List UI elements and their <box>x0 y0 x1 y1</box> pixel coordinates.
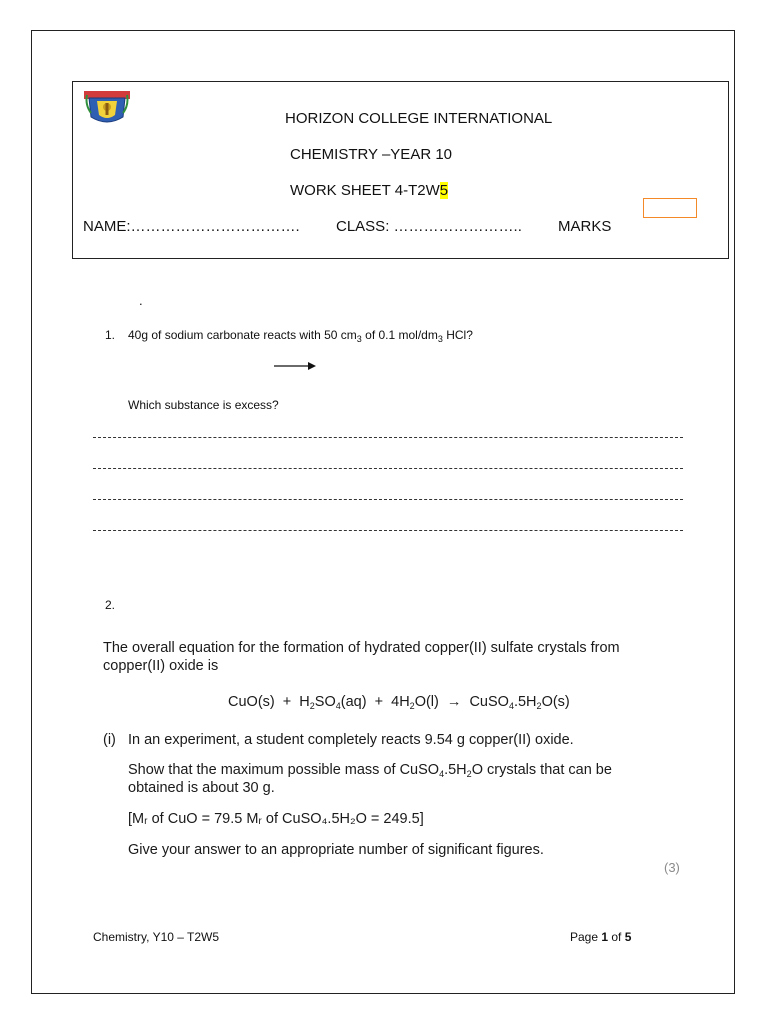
worksheet-title <box>290 182 448 199</box>
q2-marks: (3) <box>664 860 680 875</box>
marks-label: MARKS <box>558 218 612 235</box>
stray-dot: . <box>139 293 143 308</box>
page-of: of <box>608 930 625 944</box>
q1-text-c: HCl? <box>442 328 473 342</box>
worksheet-title-prefix: WORK SHEET 4-T2W <box>290 182 440 199</box>
footer-left: Chemistry, Y10 – T2W5 <box>93 930 220 944</box>
show-that-line2: obtained is about 30 g. <box>128 780 275 796</box>
answer-line[interactable] <box>93 437 683 438</box>
worksheet-number-highlight: 5 <box>439 182 449 199</box>
relative-mass-line: [Mᵣ of CuO = 79.5 Mᵣ of CuSO₄.5H₂O = 249.5] <box>128 811 424 827</box>
sig-fig-instruction: Give your answer to an appropriate number of significant figures. <box>128 842 544 858</box>
question-1-number: 1. <box>105 328 116 342</box>
question-1-prompt: Which substance is excess? <box>128 398 279 412</box>
q1-unit-sup2: 3 <box>437 334 443 344</box>
part-i-text: In an experiment, a student completely reacts 9.54 g copper(II) oxide. <box>128 732 574 748</box>
q1-text-a: 40g of sodium carbonate reacts with 50 cm <box>128 328 357 342</box>
answer-line[interactable] <box>93 499 683 500</box>
chemical-equation: $CuO(s) + H_2SO_4(aq) + 4H_2O(l)$ → $CuSO_4.5H_2O(s)$ <box>228 694 570 711</box>
class-field[interactable]: CLASS: …………………….. <box>336 218 522 235</box>
q2-intro-line1: The overall equation for the formation of hydrated copper(II) sulfate crystals from <box>103 640 620 656</box>
show-that-line1: Show that the maximum possible mass of $CuSO_4.5H_2O$ crystals that can be <box>128 762 612 779</box>
q1-unit-sup1: 3 <box>356 334 362 344</box>
page-prefix: Page <box>570 930 602 944</box>
q1-text-b: of 0.1 mol/dm <box>361 328 438 342</box>
answer-line[interactable] <box>93 468 683 469</box>
answer-line[interactable] <box>93 530 683 531</box>
footer-page-number <box>570 930 631 944</box>
question-2-number: 2. <box>105 598 116 612</box>
page-total: 5 <box>624 930 632 944</box>
page-current: 1 <box>601 930 609 944</box>
marks-input-box[interactable] <box>643 198 697 218</box>
name-field[interactable]: NAME:……………………………. <box>83 218 300 235</box>
question-1-text <box>128 328 473 344</box>
college-crest-logo <box>83 89 131 127</box>
college-title: HORIZON COLLEGE INTERNATIONAL <box>285 110 553 127</box>
reaction-arrow-icon <box>274 360 316 372</box>
subject-title: CHEMISTRY –YEAR 10 <box>290 146 453 163</box>
q2-intro-line2: copper(II) oxide is <box>103 658 219 674</box>
part-i-label: (i) <box>103 732 116 748</box>
